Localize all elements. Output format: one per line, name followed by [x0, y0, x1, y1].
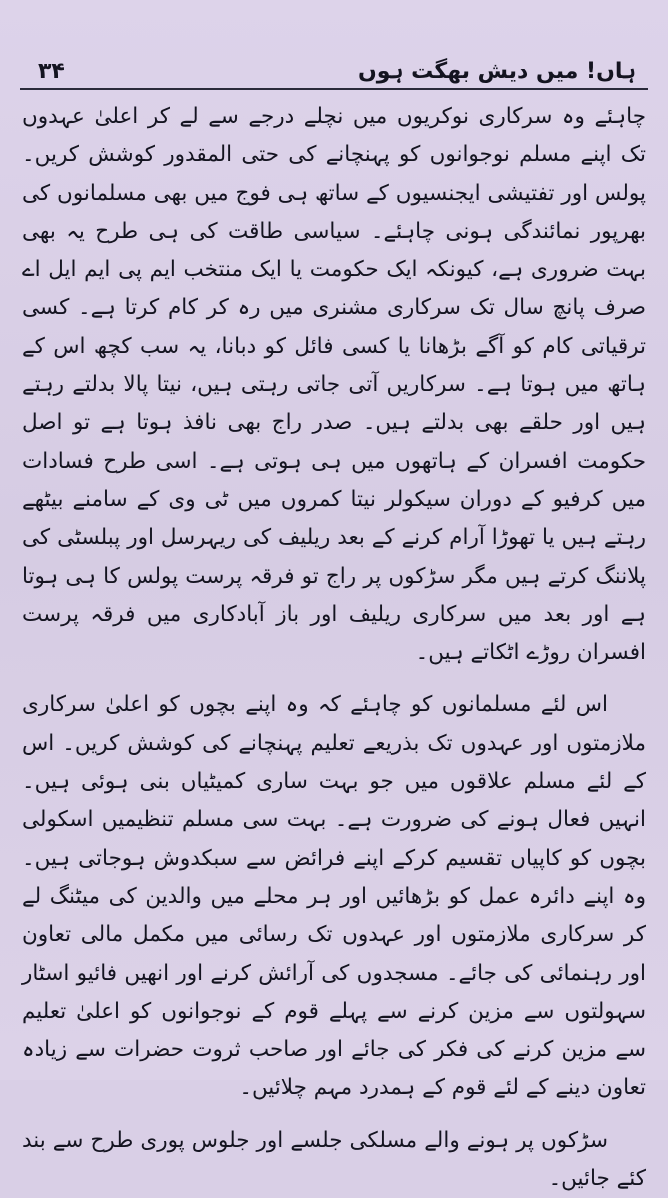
paragraph: چاہئے وہ سرکاری نوکریوں میں نچلے درجے سے لے کر اعلیٰ عہدوں تک اپنے مسلم نوجوانوں کو پہنچانے کی حتی المقدور کوشش کریں۔ پولس اور تفتیشی ایجنسیوں کے ساتھ ہی فوج میں بھی مسلمانوں کی بھرپور نمائندگی ہونی چاہئے۔ سیاسی طاقت کی ہی طرح یہ بھی بہت ضروری ہے، کیونکہ ایک حکومت یا ایک منتخب ایم پی ایم ایل اے صرف پانچ سال تک سرکاری مشنری میں رہ کر کام کرتا ہے۔ کسی ترقیاتی کام کو آگے بڑھانا یا کسی فائل کو دبانا، یہ سب کچھ اس کے ہاتھ میں ہوتا ہے۔ سرکاریں آتی جاتی رہتی ہیں، نیتا پالا بدلتے رہتے ہیں اور حلقے بھی بدلتے ہیں۔ صدر راج بھی نافذ ہوتا ہے تو اصل حکومت افسران کے ہاتھوں میں ہی ہوتی ہے۔ اسی طرح فسادات میں کرفیو کے دوران سیکولر نیتا کمروں میں ٹی وی کے سامنے بیٹھے رہتے ہیں یا تھوڑا آرام کرنے کے بعد ریلیف کی ریہرسل اور پبلسٹی کی پلاننگ کرتے ہیں مگر سڑکوں پر راج تو فرقہ پرست پولس کا ہی ہوتا ہے اور بعد میں سرکاری ریلیف اور باز آبادکاری میں فرقہ پرست افسران روڑے اٹکاتے ہیں۔	[22, 104, 646, 666]
paragraph: سڑکوں پر ہونے والے مسلکی جلسے اور جلوس پوری طرح سے بند کئے جائیں۔	[22, 1127, 646, 1192]
page-number: ۳۴	[38, 59, 65, 84]
paragraph: اس لئے مسلمانوں کو چاہئے کہ وہ اپنے بچوں کو اعلیٰ سرکاری ملازمتوں اور عہدوں تک بذریعے تعلیم پہنچانے کی کوشش کریں۔ اس کے لئے مسلم علاقوں میں جو بہت ساری کمیٹیاں بنی ہوئی ہیں۔ انہیں فعال ہونے کی ضرورت ہے۔ بہت سی مسلم تنظیمیں اسکولی بچوں کو کاپیاں تقسیم کرکے اپنے فرائض سے سبکدوش ہوجاتی ہیں۔ وہ اپنے دائرہ عمل کو بڑھائیں اور ہر محلے میں والدین کی میٹنگ لے کر سرکاری ملازمتوں اور عہدوں تک رسائی میں مکمل مالی تعاون اور رہنمائی کی جائے۔ مسجدوں کی آرائش کرنے اور انھیں فائیو اسٹار سہولتوں سے مزین کرنے سے پہلے قوم کے نوجوانوں کو اعلیٰ تعلیم سے مزین کرنے کی فکر کی جائے اور صاحب ثروت حضرات سے زیادہ تعاون دینے کے لئے قوم کے ہمدرد مہم چلائیں۔	[22, 692, 646, 1101]
page-body	[20, 98, 648, 1198]
page-header	[20, 52, 648, 90]
running-title: ہاں! میں دیش بھگت ہوں	[358, 59, 636, 84]
